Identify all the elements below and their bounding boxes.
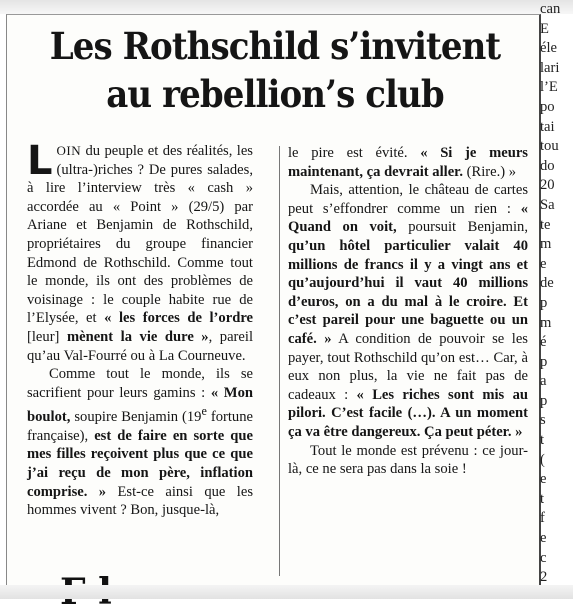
adjacent-line: E (540, 20, 549, 37)
adjacent-line: p (540, 294, 548, 311)
paragraph-4-text: Mais, attention, le château de cartes peut s’effondrer comme un rien : (288, 182, 528, 217)
quote-bold-5: « Si je meurs maintenant, ça devrait aller. (288, 145, 528, 180)
quote-bold: « les forces de l’ordre (104, 310, 254, 327)
paragraph-2-text-4: Est-ce ainsi que les hommes vivent ? Bon, jusque-là, (27, 483, 253, 519)
adjacent-line: t (540, 490, 545, 507)
adjacent-line: 20 (540, 177, 555, 194)
quote-bold-3: « Mon boulot, (27, 384, 253, 426)
adjacent-line: e (540, 471, 547, 488)
adjacent-line: e (540, 530, 547, 547)
adjacent-line: p (540, 353, 548, 370)
paragraph-1 (27, 138, 254, 365)
adjacent-line: a (540, 373, 547, 390)
scan-bottom-edge (0, 585, 573, 599)
quote-bold-8: « Les riches sont mis au pilori. C’est facile (…). A un moment ça va être dangereux. Ça peut péter. » (288, 386, 528, 440)
headline-line-1: Les Rothschild s’invitent (49, 24, 501, 68)
paragraph-4 (288, 181, 528, 441)
adjacent-line: tai (540, 118, 555, 135)
adjacent-line: m (540, 236, 552, 253)
paragraph-3-text: le pire est évité. (288, 145, 421, 161)
adjacent-line: l’E (540, 79, 558, 96)
article-column-2 (288, 144, 528, 479)
headline-line-2: au rebellion’s club (106, 72, 444, 116)
paragraph-4-text-2: poursuit Benjamin, (396, 219, 528, 236)
quote-bold-6: « Quand on voit, (288, 200, 528, 236)
column-rule (279, 146, 280, 576)
article-column-1 (27, 138, 254, 520)
adjacent-line: te (540, 216, 551, 233)
adjacent-line: c (540, 549, 547, 566)
paragraph-2-text-2: soupire Benjamin (19 (70, 409, 202, 426)
adjacent-line: tou (540, 138, 559, 155)
adjacent-line: f (540, 510, 545, 527)
paragraph-2-text: Comme tout le monde, ils se sacrifient pour leurs gamins : (27, 366, 253, 401)
drop-cap: L (27, 138, 53, 184)
adjacent-line: 2 (540, 569, 548, 586)
paragraph-2 (27, 365, 253, 520)
adjacent-line: lari (540, 59, 560, 76)
quote-bold-4: est de faire en sorte que mes filles reçoivent plus que ce que j’ai reçu de mon père, inflation comprise. » (27, 427, 253, 500)
adjacent-line: de (540, 275, 554, 292)
adjacent-article-fragment (540, 0, 573, 599)
adjacent-line: e (540, 255, 547, 272)
paragraph-1-text: du peuple et des réalités, les (ultra-)riches ? De pures salades, à lire l’interview très « cash » accordée au « Point » (29/5) par Ariane et Benjamin de Rothschild, propriétaires du groupe financier Edmond de Rothschild. Comme tout le monde, ils ont des problèmes de voisinage : le couple habite rue de l’Elysée, et (27, 143, 253, 327)
adjacent-line: can (540, 1, 561, 17)
adjacent-line: t (540, 432, 545, 449)
adjacent-line: éle (540, 40, 558, 57)
adjacent-line: p (540, 392, 548, 409)
adjacent-line: po (540, 98, 555, 115)
paragraph-3 (288, 144, 528, 181)
quote-bold-2: mènent la vie dure » (66, 328, 209, 345)
adjacent-line: ( (540, 451, 545, 468)
scan-top-edge (0, 0, 573, 14)
adjacent-line: m (540, 314, 552, 331)
paragraph-1-text-3: , pareil qu’au Val-Fourré ou à La Courneuve. (27, 328, 253, 364)
paragraph-3-text-2: (Rire.) » (462, 163, 517, 180)
adjacent-line: s (540, 412, 546, 429)
lead-small-caps: OIN (56, 143, 82, 158)
adjacent-line: é (540, 334, 547, 351)
paragraph-5: Tout le monde est prévenu : ce jour-là, ce ne sera pas dans la soie ! (288, 442, 528, 478)
adjacent-line: Sa (540, 196, 555, 213)
headline (31, 22, 519, 118)
paragraph-4-text-3: A condition de pouvoir se les payer, tout Rothschild qu’on est… Car, à eux non plus, la vie ne fait pas de cadeaux : (288, 330, 528, 403)
quote-bold-7: qu’un hôtel particulier valait 40 millions de francs il y a vingt ans et qu’aujourd’hui il vaut 40 millions d’euros, on a du mal à le croire. Et c’est pareil pour une baguette ou un café. » (288, 237, 528, 347)
adjacent-line: do (540, 157, 555, 174)
paragraph-1-text-2: [leur] (27, 328, 67, 345)
superscript: e (201, 404, 207, 419)
paragraph-2-text-3: fortune française), (27, 409, 253, 444)
